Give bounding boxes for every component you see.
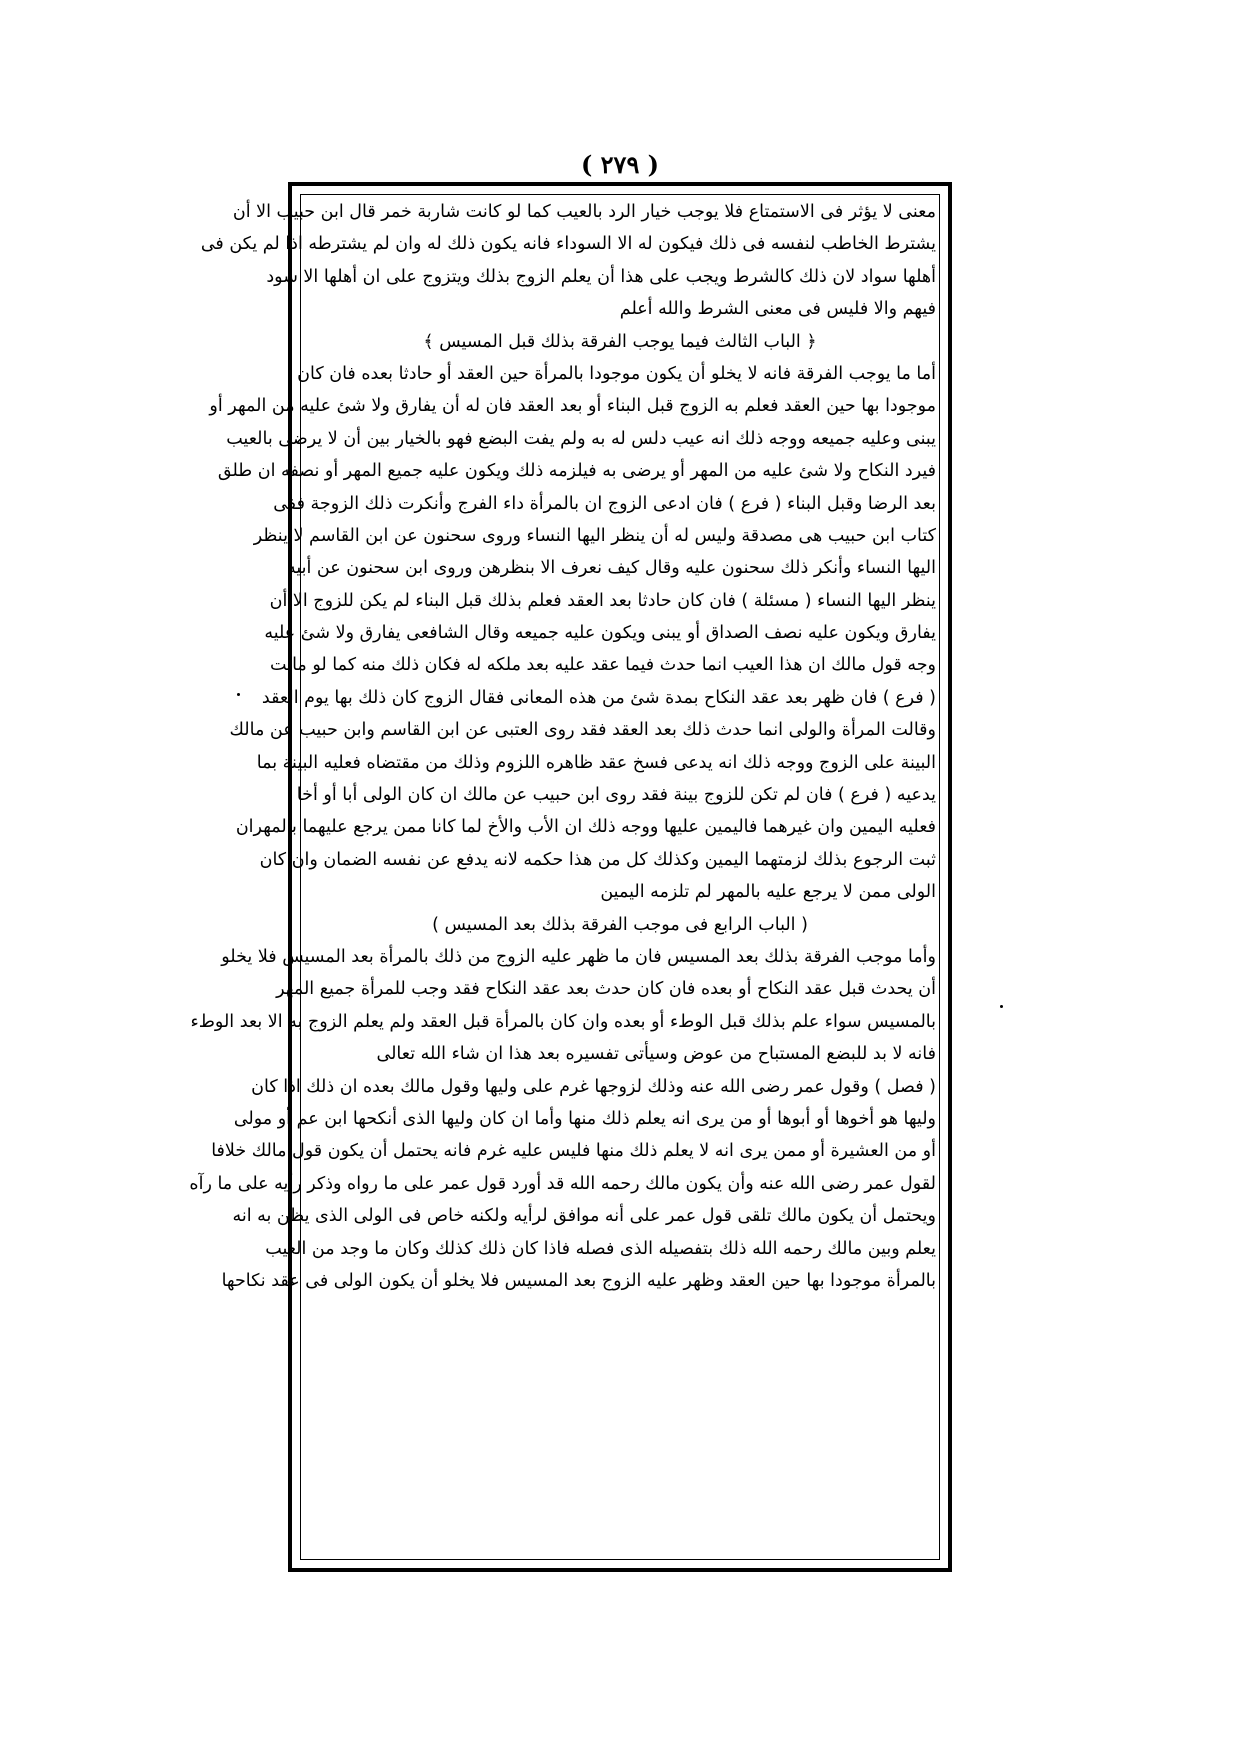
text-line: فعليه اليمين وان غيرهما فاليمين عليها ووجه ذلك ان الأب والأخ لما كانا ممن يرجع عليهما بالمهران — [235, 817, 936, 838]
text-line: ويحتمل أن يكون مالك تلقى قول عمر على أنه موافق لرأيه ولكنه خاص فى الولى الذى يظن به انه — [232, 1206, 936, 1227]
text-line: أو من العشيرة أو ممن يرى انه لا يعلم ذلك منها فليس عليه غرم فانه يحتمل أن يكون قول مالك خلافا — [211, 1141, 936, 1162]
text-line: وجه قول مالك ان هذا العيب انما حدث فيما عقد عليه بعد ملكه له فكان ذلك منه كما لو ماتت — [270, 655, 936, 676]
text-line: ينظر اليها النساء ( مسئلة ) فان كان حادثا بعد العقد فعلم بذلك قبل البناء لم يكن للزوج الا أن — [269, 590, 936, 611]
text-line: معنى لا يؤثر فى الاستمتاع فلا يوجب خيار الرد بالعيب كما لو كانت شاربة خمر قال ابن حبيب الا أن — [232, 202, 936, 222]
margin-dot — [1000, 1005, 1003, 1008]
page-number: ( ٢٧٩ ) — [580, 150, 660, 179]
text-line: اليها النساء وأنكر ذلك سحنون عليه وقال كيف نعرف الا بنظرهن وروى ابن سحنون عن أبيه — [286, 558, 936, 579]
chapter-heading-4: ( الباب الرابع فى موجب الفرقة بذلك بعد المسيس ) — [432, 914, 808, 935]
text-line: وليها هو أخوها أو أبوها أو من يرى انه يعلم ذلك منها وأما ان كان وليها الذى أنكحها ابن عم أو مولى — [233, 1108, 936, 1129]
text-line: الولى ممن لا يرجع عليه بالمهر لم تلزمه اليمين — [600, 882, 936, 903]
text-block — [189, 196, 940, 1556]
text-line: لقول عمر رضى الله عنه وأن يكون مالك رحمه الله قد أورد قول عمر على ما رواه وذكر رأيه على ما رآه — [189, 1173, 936, 1194]
text-line: وقالت المرأة والولى انما حدث ذلك بعد العقد فقد روى العتبى عن ابن القاسم وابن حبيب عن مالك — [229, 720, 936, 741]
text-line: البينة على الزوج ووجه ذلك انه يدعى فسخ عقد ظاهره اللزوم وذلك من مقتضاه فعليه البينة بما — [256, 752, 936, 773]
chapter-heading-3: ﴿ الباب الثالث فيما يوجب الفرقة بذلك قبل المسيس ﴾ — [423, 331, 817, 352]
text-line: يشترط الخاطب لنفسه فى ذلك فيكون له الا السوداء فانه يكون ذلك له وان لم يشترطه اذا لم يكن فى — [200, 234, 936, 255]
text-line: بالمسيس سواء علم بذلك قبل الوطء أو بعده وان كان بالمرأة قبل العقد ولم يعلم الزوج به الا بعد الوطء — [190, 1011, 936, 1032]
text-line: يعلم وبين مالك رحمه الله ذلك بتفصيله الذى فصله فاذا كان ذلك كذلك وكان ما وجد من العيب — [265, 1238, 936, 1259]
margin-dot — [237, 693, 240, 696]
text-line: ( فصل ) وقول عمر رضى الله عنه وذلك لزوجها غرم على وليها وقول مالك بعده ان ذلك اذا كان — [251, 1076, 936, 1097]
text-line: موجودا بها حين العقد فعلم به الزوج قبل البناء أو بعد العقد فان له أن يفارق ولا شئ عليه من المهر أو — [209, 396, 936, 417]
text-line: بالمرأة موجودا بها حين العقد وظهر عليه الزوج بعد المسيس فلا يخلو أن يكون الولى فى عقد نكاحها — [221, 1270, 936, 1291]
text-line: أما ما يوجب الفرقة فانه لا يخلو أن يكون موجودا بالمرأة حين العقد أو حادثا بعده فان كان — [297, 363, 936, 384]
text-line: أن يحدث قبل عقد النكاح أو بعده فان كان حدث بعد عقد النكاح فقد وجب للمرأة جميع المهر — [276, 979, 936, 1000]
text-line: فيهم والا فليس فى معنى الشرط والله أعلم — [619, 299, 936, 320]
text-line: ثبت الرجوع بذلك لزمتهما اليمين وكذلك كل من هذا حكمه لانه يدفع عن نفسه الضمان وان كان — [259, 849, 936, 870]
text-line: وأما موجب الفرقة بذلك بعد المسيس فان ما ظهر عليه الزوج من ذلك بالمرأة بعد المسيس فلا يخلو — [221, 946, 936, 967]
text-line: فيرد النكاح ولا شئ عليه من المهر أو يرضى به فيلزمه ذلك ويكون عليه جميع المهر أو نصفه ان طلق — [217, 461, 936, 482]
text-line: كتاب ابن حبيب هى مصدقة وليس له أن ينظر اليها النساء وروى سحنون عن ابن القاسم لا ينظر — [253, 525, 936, 546]
text-line: فانه لا بد للبضع المستباح من عوض وسيأتى تفسيره بعد هذا ان شاء الله تعالى — [376, 1044, 936, 1065]
text-line: يدعيه ( فرع ) فان لم تكن للزوج بينة فقد روى ابن حبيب عن مالك ان كان الولى أبا أو أخا — [296, 785, 936, 806]
text-line: بعد الرضا وقبل البناء ( فرع ) فان ادعى الزوج ان بالمرأة داء الفرج وأنكرت ذلك الزوجة ففى — [273, 493, 936, 514]
text-line: يبنى وعليه جميعه ووجه ذلك انه عيب دلس له به ولم يفت البضع فهو بالخيار بين أن لا يرضى بالعيب — [226, 428, 936, 449]
text-line: يفارق ويكون عليه نصف الصداق أو يبنى ويكون عليه جميعه وقال الشافعى يفارق ولا شئ عليه — [264, 623, 936, 644]
text-line: أهلها سواد لان ذلك كالشرط ويجب على هذا أن يعلم الزوج بذلك ويتزوج على ان أهلها الا سود — [266, 266, 936, 287]
text-line: ( فرع ) فان ظهر بعد عقد النكاح بمدة شئ من هذه المعانى فقال الزوج كان ذلك بها يوم العقد — [261, 687, 936, 708]
